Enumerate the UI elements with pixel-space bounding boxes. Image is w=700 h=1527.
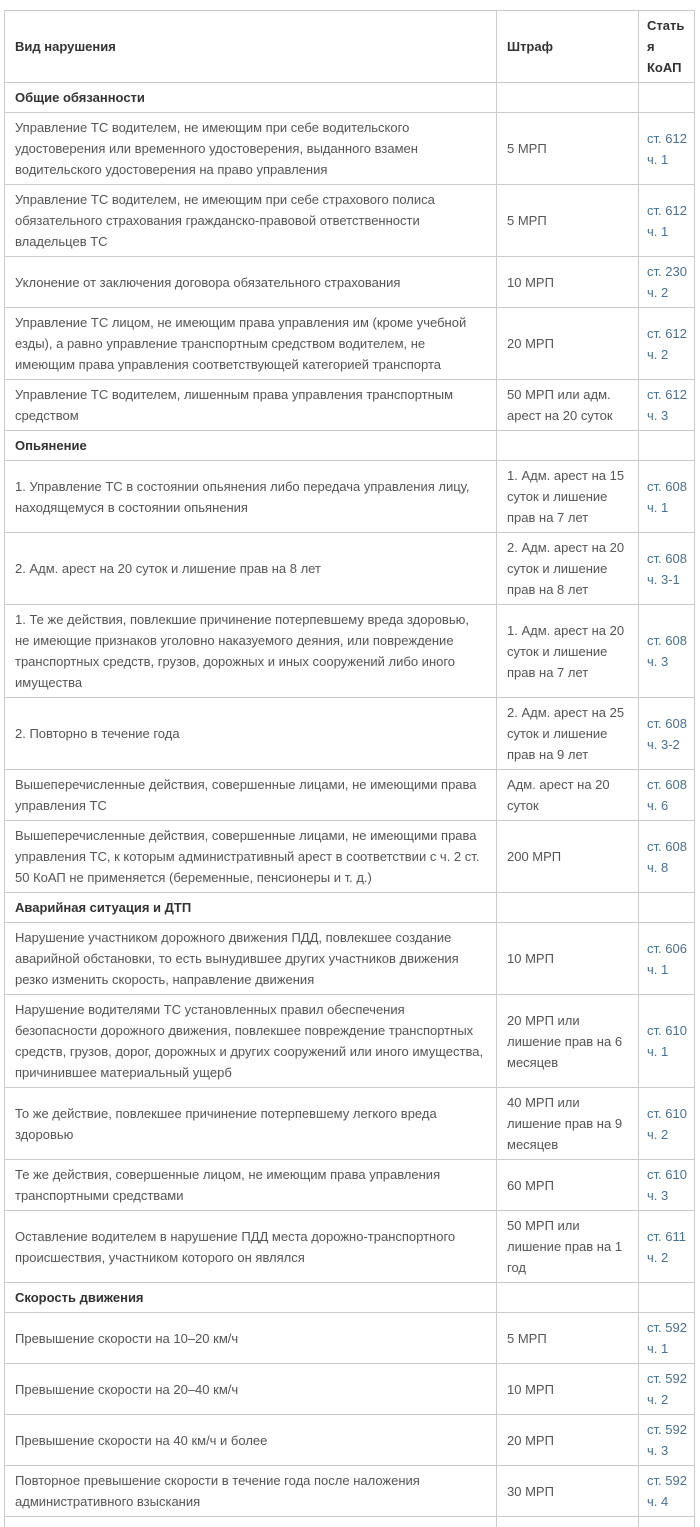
article-cell (639, 257, 695, 308)
cutoff-row (5, 1517, 695, 1527)
fine-cell: 2. Адм. арест на 20 суток и лишение прав на 8 лет (497, 533, 639, 605)
article-link[interactable] (647, 713, 691, 755)
article-link[interactable] (647, 836, 691, 878)
article-link[interactable] (647, 200, 691, 242)
section-row (5, 1283, 695, 1313)
article-line: ст. 611 (647, 1226, 691, 1247)
section-row (5, 893, 695, 923)
article-line: ст. 612 (647, 128, 691, 149)
empty-cell (639, 83, 695, 113)
empty-cell (639, 1283, 695, 1313)
article-link[interactable] (647, 384, 691, 426)
violation-cell: 2. Повторно в течение года (5, 698, 497, 770)
article-cell (639, 995, 695, 1088)
violation-row (5, 605, 695, 698)
violation-row (5, 995, 695, 1088)
article-cell (639, 1313, 695, 1364)
article-cell (639, 770, 695, 821)
header-row (5, 11, 695, 83)
article-line: ч. 8 (647, 857, 691, 878)
empty-cell (497, 83, 639, 113)
article-line: ст. 592 (647, 1470, 691, 1491)
article-link[interactable] (647, 1226, 691, 1268)
violation-cell: Управление ТС водителем, лишенным права управления транспортным средством (5, 380, 497, 431)
article-link[interactable] (647, 1103, 691, 1145)
article-cell (639, 1211, 695, 1283)
article-cell (639, 461, 695, 533)
article-cell (639, 380, 695, 431)
violation-cell: 1. Управление ТС в состоянии опьянения либо передача управления лицу, находящемуся в состоянии опьянения (5, 461, 497, 533)
fine-cell: 5 МРП (497, 185, 639, 257)
fines-table (4, 10, 695, 1527)
article-link[interactable] (647, 774, 691, 816)
article-line: ст. 608 (647, 713, 691, 734)
article-line: ч. 1 (647, 1041, 691, 1062)
article-line: ч. 6 (647, 795, 691, 816)
article-cell (639, 533, 695, 605)
violation-row (5, 113, 695, 185)
article-cell (639, 308, 695, 380)
empty-cell (5, 1517, 497, 1527)
section-title: Скорость движения (5, 1283, 497, 1313)
article-link[interactable] (647, 1317, 691, 1359)
section-title: Опьянение (5, 431, 497, 461)
article-cell (639, 923, 695, 995)
violation-row (5, 923, 695, 995)
violation-row (5, 1364, 695, 1415)
article-link[interactable] (647, 630, 691, 672)
article-cell (639, 1364, 695, 1415)
article-line: ч. 1 (647, 221, 691, 242)
empty-cell (497, 1517, 639, 1527)
violation-row (5, 257, 695, 308)
article-cell (639, 185, 695, 257)
fine-cell: Адм. арест на 20 суток (497, 770, 639, 821)
violation-row (5, 770, 695, 821)
empty-cell (497, 431, 639, 461)
empty-cell (497, 1283, 639, 1313)
article-line: ч. 3-2 (647, 734, 691, 755)
violation-cell: Вышеперечисленные действия, совершенные лицами, не имеющими права управления ТС, к которым административный арест в соответствии с ч. 2 ст. 50 КоАП не применяется (беременные, пенсионеры и т. д.) (5, 821, 497, 893)
violation-row (5, 380, 695, 431)
violation-cell: Нарушение водителями ТС установленных правил обеспечения безопасности дорожного движения, повлекшее повреждение транспортных средств, грузов, дорог, дорожных и других сооружений или иного имущества, причинившее материальный ущерб (5, 995, 497, 1088)
article-link[interactable] (647, 476, 691, 518)
article-link[interactable] (647, 1419, 691, 1461)
fine-cell: 2. Адм. арест на 25 суток и лишение прав на 9 лет (497, 698, 639, 770)
section-row (5, 83, 695, 113)
article-line: ч. 2 (647, 1389, 691, 1410)
violation-cell: Нарушение участником дорожного движения ПДД, повлекшее создание аварийной обстановки, то есть вынудившее других участников движения резко изменить скорость, направление движения (5, 923, 497, 995)
fines-table-cutoff (5, 1517, 695, 1527)
violation-cell: 1. Те же действия, повлекшие причинение потерпевшему вреда здоровью, не имеющие признаков уголовно наказуемого деяния, или повреждение транспортных средств, грузов, дорожных и иных сооружений либо иного имущества (5, 605, 497, 698)
article-line: ч. 2 (647, 344, 691, 365)
article-line: ст. 612 (647, 323, 691, 344)
violation-row (5, 698, 695, 770)
violation-cell: Вышеперечисленные действия, совершенные лицами, не имеющими права управления ТС (5, 770, 497, 821)
violation-cell: Управление ТС водителем, не имеющим при себе водительского удостоверения или временного удостоверения, выданного взамен водительского удостоверения на право управления (5, 113, 497, 185)
article-link[interactable] (647, 1164, 691, 1206)
col-header-article: Статья КоАП (639, 11, 695, 83)
violation-row (5, 533, 695, 605)
violation-cell: Уклонение от заключения договора обязательного страхования (5, 257, 497, 308)
fine-cell: 10 МРП (497, 257, 639, 308)
article-link[interactable] (647, 548, 691, 590)
fine-cell: 5 МРП (497, 113, 639, 185)
empty-cell (497, 893, 639, 923)
article-cell (639, 605, 695, 698)
violation-row (5, 1466, 695, 1517)
article-cell (639, 1466, 695, 1517)
article-line: ч. 2 (647, 1247, 691, 1268)
article-line: ч. 2 (647, 1124, 691, 1145)
empty-cell (639, 431, 695, 461)
violation-cell: То же действие, повлекшее причинение потерпевшему легкого вреда здоровью (5, 1088, 497, 1160)
violation-row (5, 1211, 695, 1283)
empty-cell (639, 1517, 695, 1527)
article-line: ст. 608 (647, 548, 691, 569)
section-title: Общие обязанности (5, 83, 497, 113)
article-link[interactable] (647, 1470, 691, 1512)
fine-cell: 1. Адм. арест на 20 суток и лишение прав на 7 лет (497, 605, 639, 698)
article-link[interactable] (647, 1368, 691, 1410)
empty-cell (639, 893, 695, 923)
article-cell (639, 113, 695, 185)
violation-cell: Управление ТС водителем, не имеющим при себе страхового полиса обязательного страхования гражданско-правовой ответственности владельцев ТС (5, 185, 497, 257)
article-line: ч. 3 (647, 651, 691, 672)
article-line: ст. 608 (647, 836, 691, 857)
violation-cell: Оставление водителем в нарушение ПДД места дорожно-транспортного происшествия, участником которого он являлся (5, 1211, 497, 1283)
fine-cell: 200 МРП (497, 821, 639, 893)
article-line: ч. 3-1 (647, 569, 691, 590)
fine-cell: 1. Адм. арест на 15 суток и лишение прав на 7 лет (497, 461, 639, 533)
fine-cell: 20 МРП или лишение прав на 6 месяцев (497, 995, 639, 1088)
article-line: ч. 2 (647, 282, 691, 303)
fine-cell: 20 МРП (497, 308, 639, 380)
violation-row (5, 185, 695, 257)
article-cell (639, 1415, 695, 1466)
violation-row (5, 1160, 695, 1211)
article-cell (639, 1088, 695, 1160)
fine-cell: 40 МРП или лишение прав на 9 месяцев (497, 1088, 639, 1160)
fine-cell: 60 МРП (497, 1160, 639, 1211)
article-line: ст. 610 (647, 1020, 691, 1041)
article-link[interactable] (647, 1020, 691, 1062)
violation-cell: Управление ТС лицом, не имеющим права управления им (кроме учебной езды), а равно управление транспортным средством водителем, не имеющим права управления соответствующей категорией транспорта (5, 308, 497, 380)
article-line: ст. 608 (647, 774, 691, 795)
article-line: ст. 606 (647, 938, 691, 959)
fine-cell: 30 МРП (497, 1466, 639, 1517)
violation-cell: 2. Адм. арест на 20 суток и лишение прав на 8 лет (5, 533, 497, 605)
violation-row (5, 821, 695, 893)
article-line: ст. 610 (647, 1164, 691, 1185)
violation-row (5, 1088, 695, 1160)
violation-cell: Превышение скорости на 40 км/ч и более (5, 1415, 497, 1466)
col-header-violation: Вид нарушения (5, 11, 497, 83)
violation-cell: Превышение скорости на 10–20 км/ч (5, 1313, 497, 1364)
article-line: ст. 592 (647, 1419, 691, 1440)
article-line: ч. 3 (647, 405, 691, 426)
article-line: ч. 1 (647, 497, 691, 518)
article-cell (639, 1160, 695, 1211)
article-line: ст. 610 (647, 1103, 691, 1124)
section-row (5, 431, 695, 461)
violation-row (5, 308, 695, 380)
article-link[interactable] (647, 938, 691, 980)
fine-cell: 50 МРП или лишение прав на 1 год (497, 1211, 639, 1283)
violation-cell: Повторное превышение скорости в течение года после наложения административного взыскания (5, 1466, 497, 1517)
fines-table-body (5, 83, 695, 1517)
article-link[interactable] (647, 261, 691, 303)
article-line: ч. 1 (647, 149, 691, 170)
article-line: ст. 612 (647, 200, 691, 221)
article-line: ч. 1 (647, 1338, 691, 1359)
article-line: ст. 592 (647, 1368, 691, 1389)
violation-row (5, 461, 695, 533)
section-title: Аварийная ситуация и ДТП (5, 893, 497, 923)
article-line: ст. 608 (647, 476, 691, 497)
fine-cell: 10 МРП (497, 1364, 639, 1415)
fine-cell: 50 МРП или адм. арест на 20 суток (497, 380, 639, 431)
violation-cell: Те же действия, совершенные лицом, не имеющим права управления транспортными средствами (5, 1160, 497, 1211)
fine-cell: 20 МРП (497, 1415, 639, 1466)
article-cell (639, 821, 695, 893)
article-link[interactable] (647, 128, 691, 170)
fine-cell: 5 МРП (497, 1313, 639, 1364)
article-line: ст. 608 (647, 630, 691, 651)
article-line: ч. 3 (647, 1440, 691, 1461)
violation-cell: Превышение скорости на 20–40 км/ч (5, 1364, 497, 1415)
col-header-fine: Штраф (497, 11, 639, 83)
article-line: ст. 230 (647, 261, 691, 282)
article-line: ч. 4 (647, 1491, 691, 1512)
article-line: ч. 1 (647, 959, 691, 980)
article-cell (639, 698, 695, 770)
article-link[interactable] (647, 323, 691, 365)
article-line: ст. 592 (647, 1317, 691, 1338)
article-line: ст. 612 (647, 384, 691, 405)
violation-row (5, 1313, 695, 1364)
violation-row (5, 1415, 695, 1466)
fine-cell: 10 МРП (497, 923, 639, 995)
article-line: ч. 3 (647, 1185, 691, 1206)
